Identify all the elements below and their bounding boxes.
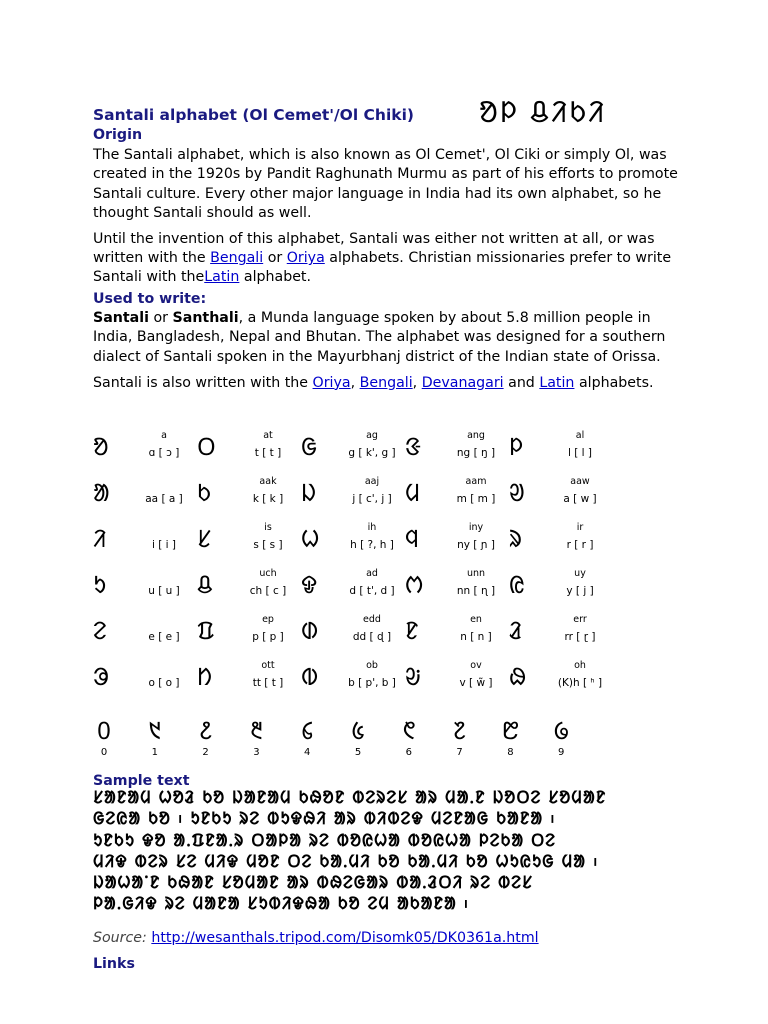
numeral-value: 5 (354, 747, 362, 758)
numeral-glyph: ᱖ (402, 717, 415, 745)
numeral-value: 6 (405, 747, 412, 758)
letter-pronunciation: m [ m ] (456, 493, 496, 505)
numeral-value: 7 (456, 747, 463, 758)
letter-cell (509, 430, 629, 470)
letter-name: al (575, 430, 585, 441)
letter-cell (93, 430, 213, 470)
letter-glyph: ᱲ (509, 617, 523, 645)
letter-glyph: ᱤ (93, 525, 107, 553)
text: alphabets. (574, 374, 654, 391)
letter-pronunciation: nn [ ɳ ] (456, 585, 496, 597)
letter-cell (301, 522, 421, 562)
sample-text-heading: Sample text (93, 773, 190, 789)
sample-line: ᱜᱮᱭᱟ ᱠᱚ ᱾ ᱩᱱᱠᱩ ᱨᱮ ᱵᱩᱫᱷᱤ ᱟᱨ ᱵᱤᱵᱮᱫ ᱢᱮᱱᱟᱜ ᱠᱟᱱᱟ ᱾ (93, 809, 556, 830)
letter-name: aam (465, 476, 487, 487)
letter-glyph: ᱝ (405, 433, 422, 461)
letter-name: en (470, 614, 482, 625)
numeral (495, 716, 525, 760)
letter-glyph: ᱮ (93, 617, 107, 645)
link-latin-2[interactable]: Latin (539, 374, 575, 391)
text: , a Munda language spoken by about 5.8 million people in India, Bangladesh, Nepal and Bhutan. The alphabet was designed for a southern dialect of Santali spoken in the Mayurbhanj district of the Indian state of Orissa. (93, 310, 666, 365)
letter-glyph: ᱚ (93, 433, 109, 461)
link-latin[interactable]: Latin (204, 269, 240, 286)
letter-row (93, 660, 693, 700)
letter-name: ep (262, 614, 274, 625)
numeral-glyph: ᱑ (148, 717, 161, 745)
numeral-glyph: ᱐ (97, 717, 111, 745)
text: and (503, 374, 540, 391)
letter-glyph: ᱞ (509, 433, 524, 461)
letter-cell (509, 660, 629, 700)
letter-glyph: ᱱ (405, 617, 419, 645)
letter-pronunciation: b [ p', b ] (348, 677, 396, 689)
letter-cell (405, 614, 525, 654)
letter-pronunciation: n [ n ] (460, 631, 492, 643)
letter-name: ih (367, 522, 377, 533)
letter-cell (301, 614, 421, 654)
source-link[interactable]: http://wesanthals.tripod.com/Disomk05/DK0361a.html (151, 930, 539, 946)
letter-pronunciation: h [ ?, h ] (350, 539, 394, 551)
numeral-value: 8 (507, 747, 514, 758)
letter-pronunciation: o [ o ] (148, 677, 180, 689)
numeral-glyph: ᱔ (301, 717, 313, 745)
letter-glyph: ᱶ (405, 663, 421, 691)
letter-glyph: ᱧ (405, 525, 420, 553)
letter-name: aak (259, 476, 277, 487)
numeral (191, 716, 221, 760)
letter-cell (93, 660, 213, 700)
text: alphabets. Christian missionaries prefer to write Santali with the (93, 250, 672, 286)
letter-pronunciation: p [ p ] (252, 631, 284, 643)
letter-cell (301, 476, 421, 516)
numeral-value: 4 (304, 747, 311, 758)
link-bengali[interactable]: Bengali (210, 250, 264, 267)
letter-pronunciation: tt [ t ] (252, 677, 284, 689)
letter-cell (405, 522, 525, 562)
letter-cell (405, 476, 525, 516)
used-to-write-heading: Used to write: (93, 291, 207, 307)
letter-pronunciation: j [ c', j ] (352, 493, 392, 505)
numeral (140, 716, 170, 760)
letter-name: ad (366, 568, 378, 579)
letter-name: ir (576, 522, 584, 533)
letter-cell (509, 568, 629, 608)
letter-glyph: ᱨ (509, 525, 523, 553)
numeral-value: 3 (253, 747, 260, 758)
links-heading: Links (93, 956, 135, 972)
letter-pronunciation: r [ r ] (566, 539, 594, 551)
numeral (292, 716, 322, 760)
letter-cell (405, 568, 525, 608)
letter-glyph: ᱬ (405, 571, 424, 599)
origin-heading: Origin (93, 127, 143, 143)
letter-pronunciation: rr [ ɽ ] (564, 631, 596, 643)
letter-glyph: ᱣ (509, 479, 525, 507)
sample-line: ᱡᱟᱦᱟᱸᱱ ᱠᱷᱟᱱ ᱥᱚᱢᱟᱱ ᱟᱨ ᱵᱷᱮᱜᱟᱨ ᱵᱟᱹᱲᱛᱤ ᱨᱮ ᱵᱮᱥ (93, 873, 533, 894)
sample-line: ᱢᱤᱫ ᱵᱮᱨ ᱥᱮ ᱢᱤᱫ ᱢᱚᱱ ᱛᱮ ᱠᱟᱹᱢᱤ ᱠᱚ ᱠᱟᱹᱢᱤ ᱠᱚ ᱦᱩᱭᱩᱜ ᱢᱟ ᱾ (93, 851, 599, 872)
letter-pronunciation: v [ w̃ ] (459, 677, 493, 689)
letter-cell (197, 568, 317, 608)
numeral (546, 716, 576, 760)
letter-cell (509, 476, 629, 516)
numerals-row (93, 716, 593, 766)
numeral-glyph: ᱗ (453, 717, 466, 745)
letter-row (93, 568, 693, 608)
letter-cell (197, 522, 317, 562)
letter-name: at (263, 430, 273, 441)
origin-paragraph-1: The Santali alphabet, which is also known as Ol Cemet', Ol Ciki or simply Ol, was created in the 1920s by Pandit Raghunath Murmu as part of his efforts to promote Santali culture. Every other major language in India had its own alphabet, so he thought Santali should as well. (93, 147, 678, 221)
letter-glyph: ᱛ (197, 433, 216, 461)
source-line (93, 930, 539, 946)
text: alphabet. (239, 269, 312, 286)
letter-pronunciation: l [ l ] (567, 447, 593, 459)
letter-pronunciation: y [ j ] (566, 585, 594, 597)
letter-name: ag (366, 430, 378, 441)
title-olchiki: ᱚᱞ ᱪᱤᱠᱤ (479, 95, 607, 129)
letter-pronunciation: i [ i ] (151, 539, 177, 551)
letter-row (93, 522, 693, 562)
letter-pronunciation: e [ e ] (148, 631, 180, 643)
letter-glyph: ᱩ (93, 571, 107, 599)
letter-pronunciation: a [ w ] (563, 493, 597, 505)
letter-cell (93, 522, 213, 562)
sample-line: ᱞᱟᱹᱜᱤᱫ ᱨᱮ ᱢᱟᱱᱟ ᱥᱩᱵᱤᱫᱷᱟ ᱠᱚ ᱮᱢ ᱟᱠᱟᱱᱟ ᱾ (93, 894, 470, 915)
letter-cell (301, 568, 421, 608)
numeral-value: 1 (151, 747, 158, 758)
used-to-write-paragraph (93, 309, 683, 367)
letter-glyph: ᱟ (93, 479, 110, 507)
source-label: Source: (93, 930, 147, 946)
letter-glyph: ᱫ (301, 571, 318, 599)
letter-name: uch (259, 568, 277, 579)
text: Until the invention of this alphabet, Santali was either not written at all, or was written with the (93, 231, 655, 267)
letter-cell (301, 660, 421, 700)
letter-glyph: ᱭ (509, 571, 525, 599)
link-bengali-2[interactable]: Bengali (359, 374, 413, 391)
numeral-glyph: ᱘ (502, 717, 519, 745)
numeral (241, 716, 271, 760)
numeral-value: 9 (558, 747, 565, 758)
letter-row (93, 476, 693, 516)
letter-row (93, 430, 693, 470)
letter-name: is (264, 522, 272, 533)
letter-cell (197, 660, 317, 700)
text: or (263, 250, 287, 267)
letter-pronunciation: t [ t ] (254, 447, 282, 459)
letter-name: aaw (570, 476, 590, 487)
letter-cell (93, 476, 213, 516)
letter-cell (197, 614, 317, 654)
numeral (394, 716, 424, 760)
numeral-value: 2 (202, 747, 209, 758)
text: , (412, 374, 422, 391)
numeral-glyph: ᱙ (553, 717, 569, 745)
letter-pronunciation: ny [ ɲ ] (457, 539, 495, 551)
letter-glyph: ᱥ (197, 525, 212, 553)
letter-name: ob (366, 660, 378, 671)
letter-name: ott (261, 660, 275, 671)
origin-paragraph-2 (93, 230, 683, 288)
letter-glyph: ᱵ (301, 663, 319, 691)
letter-glyph: ᱡ (301, 479, 317, 507)
used-to-write-section (93, 290, 683, 393)
letter-pronunciation: s [ s ] (253, 539, 283, 551)
letter-name: unn (466, 568, 486, 579)
letter-glyph: ᱰ (301, 617, 319, 645)
letter-glyph: ᱠ (197, 479, 211, 507)
letter-name: err (573, 614, 587, 625)
letter-row (93, 614, 693, 654)
text: , (350, 374, 360, 391)
letter-cell (301, 430, 421, 470)
letter-name: iny (468, 522, 484, 533)
letter-pronunciation: k [ k ] (252, 493, 284, 505)
letter-name: ov (470, 660, 482, 671)
numeral-value: 0 (100, 747, 108, 758)
santhali-term: Santhali (172, 310, 239, 327)
letter-cell (197, 430, 317, 470)
link-oriya[interactable]: Oriya (286, 250, 325, 267)
letter-pronunciation: dd [ ɖ ] (352, 631, 392, 643)
numeral-glyph: ᱓ (250, 717, 263, 745)
letter-cell (509, 614, 629, 654)
letter-cell (405, 430, 525, 470)
letter-pronunciation: aa [ a ] (145, 493, 183, 505)
sample-line: ᱥᱟᱱᱟᱢ ᱦᱚᱲ ᱠᱚ ᱡᱟᱱᱟᱢ ᱠᱷᱚᱱ ᱵᱮᱨᱮᱥ ᱟᱨ ᱢᱟᱹᱱ ᱡᱚᱛᱮ ᱥᱚᱢᱟᱱ (93, 788, 607, 808)
letter-cell (93, 568, 213, 608)
page-title: Santali alphabet (Ol Cemet'/Ol Chiki) (93, 106, 414, 124)
text: Santali is also written with the (93, 374, 313, 391)
letter-pronunciation: d [ t', d ] (349, 585, 395, 597)
santali-term: Santali (93, 310, 149, 327)
sample-line: ᱩᱱᱠᱩ ᱫᱚ ᱟᱹᱯᱱᱟᱹᱨ ᱛᱟᱞᱟ ᱨᱮ ᱵᱚᱭᱦᱟ ᱵᱚᱭᱦᱟ ᱞᱮᱠᱟ ᱛᱮ (93, 830, 557, 851)
link-devanagari[interactable]: Devanagari (421, 374, 504, 391)
letter-name: ang (467, 430, 485, 441)
letter-cell (509, 522, 629, 562)
letter-name: uy (574, 568, 586, 579)
numeral (343, 716, 373, 760)
letter-cell (93, 614, 213, 654)
link-oriya-2[interactable]: Oriya (312, 374, 351, 391)
letter-glyph: ᱳ (93, 663, 110, 691)
letter-glyph: ᱢ (405, 479, 421, 507)
numeral-glyph: ᱒ (199, 717, 212, 745)
numeral-glyph: ᱕ (351, 717, 365, 745)
letter-cell (405, 660, 525, 700)
letter-glyph: ᱪ (197, 571, 213, 599)
letter-pronunciation: ng [ ŋ ] (456, 447, 496, 459)
letter-glyph: ᱯ (197, 617, 215, 645)
letter-glyph: ᱷ (509, 663, 527, 691)
numeral (89, 716, 119, 760)
letter-glyph: ᱜ (301, 433, 318, 461)
numeral (445, 716, 475, 760)
letter-name: aaj (364, 476, 380, 487)
letter-pronunciation: g [ k', g ] (348, 447, 396, 459)
letter-glyph: ᱦ (301, 525, 320, 553)
also-written-paragraph (93, 374, 683, 393)
letter-glyph: ᱴ (197, 663, 213, 691)
sample-text (93, 788, 683, 916)
letter-pronunciation: (K)h [ ʰ ] (557, 677, 603, 689)
letter-cell (197, 476, 317, 516)
text: or (148, 310, 173, 327)
letter-name: oh (574, 660, 586, 671)
letter-name: a (161, 430, 167, 441)
letter-pronunciation: ɑ [ ɔ ] (148, 447, 180, 459)
origin-section (93, 126, 683, 288)
letter-pronunciation: u [ u ] (148, 585, 180, 597)
letter-name: edd (363, 614, 381, 625)
letter-pronunciation: ch [ c ] (249, 585, 287, 597)
